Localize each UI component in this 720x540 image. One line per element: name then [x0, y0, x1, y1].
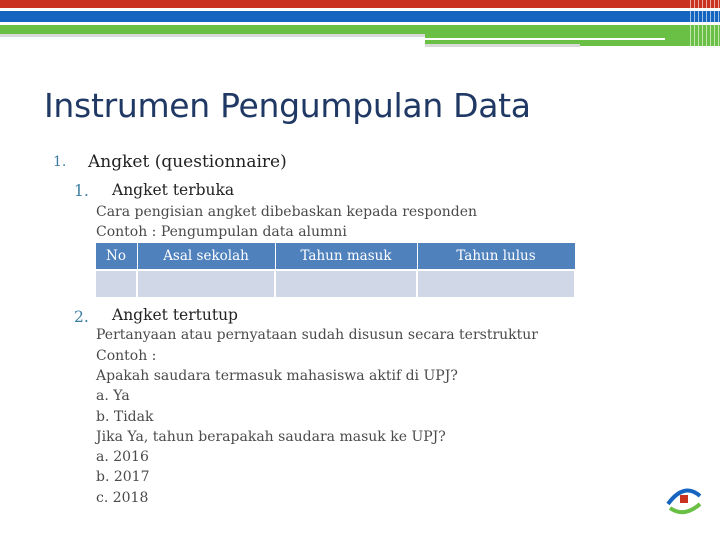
body-text: Jika Ya, tahun berapakah saudara masuk ke UPJ? [96, 429, 446, 445]
table-header-cell: Asal sekolah [137, 243, 275, 271]
university-logo [648, 462, 720, 534]
body-text: Apakah saudara termasuk mahasiswa aktif di UPJ? [96, 368, 458, 384]
item-label: Angket tertutup [112, 306, 238, 324]
body-text: Contoh : [96, 348, 157, 364]
slide-title: Instrumen Pengumpulan Data [44, 86, 531, 125]
body-text: c. 2018 [96, 490, 149, 506]
item-label: Angket terbuka [112, 181, 235, 199]
top-decoration-bar [0, 0, 720, 48]
body-text: Pertanyaan atau pernyataan sudah disusun secara terstruktur [96, 327, 538, 343]
section-label: Angket (questionnaire) [88, 152, 287, 172]
body-text: b. 2017 [96, 469, 150, 485]
body-text: Cara pengisian angket dibebaskan kepada responden [96, 204, 478, 220]
body-text: Contoh : Pengumpulan data alumni [96, 224, 347, 240]
table-header-row [95, 243, 575, 271]
table-header-cell: Tahun masuk [275, 243, 417, 271]
body-text: b. Tidak [96, 409, 154, 425]
section-number: 1. [53, 154, 67, 170]
alumni-table [94, 242, 576, 299]
item-number: 2. [74, 308, 89, 326]
table-header-cell: Tahun lulus [417, 243, 575, 271]
table-cell [95, 270, 137, 298]
table-header-cell: No [95, 243, 137, 271]
body-text: a. 2016 [96, 449, 149, 465]
body-text: a. Ya [96, 388, 130, 404]
table-cell [137, 270, 275, 298]
table-row [95, 270, 575, 298]
item-number: 1. [74, 182, 89, 200]
table-cell [417, 270, 575, 298]
table-cell [275, 270, 417, 298]
